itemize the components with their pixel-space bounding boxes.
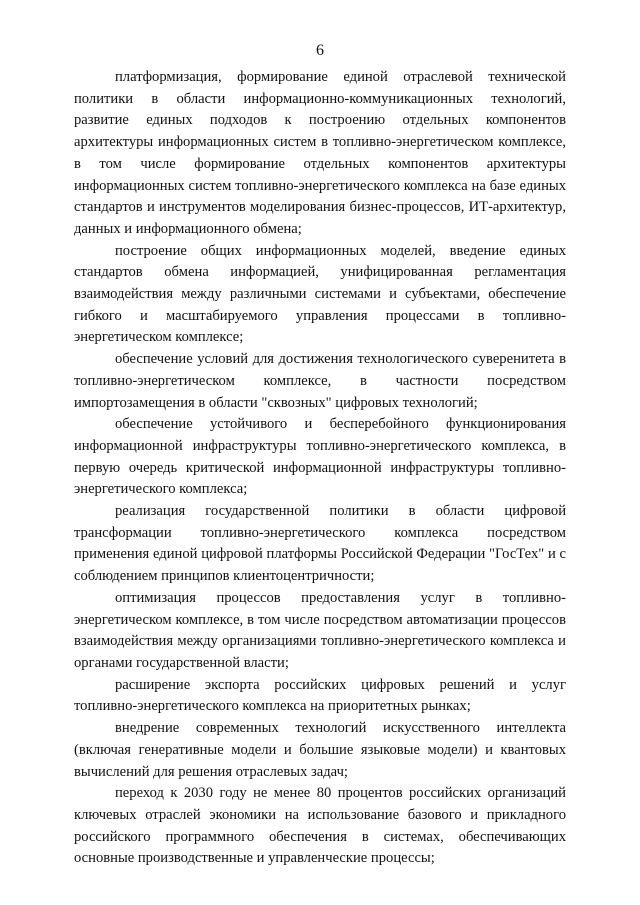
document-body	[74, 67, 566, 870]
list-item-ai-quantum: внедрение современных технологий искусственного интеллекта (включая генеративные модели и большие языковые модели) и квантовых вычислений для решения отраслевых задач;	[74, 720, 566, 780]
list-item-service-optimization: оптимизация процессов предоставления услуг в топливно-энергетическом комплексе, в том числе посредством автоматизации процессов взаимодействия между организациями топливно-энергетического комплекса и органами государственной власти;	[74, 589, 566, 671]
list-item-gostech-platform: реализация государственной политики в области цифровой трансформации топливно-энергетического комплекса посредством применения единой цифровой платформы Российской Федерации "ГосТех" и с соблюдением принципов клиентоцентричности;	[74, 503, 566, 585]
list-item-platformization: платформизация, формирование единой отраслевой технической политики в области информационно-коммуникационных технологий, развитие единых подходов к построению отдельных компонентов архитектуры информационных систем в топливно-энергетическом комплексе, в том числе формирование отдельных компонентов архитектуры информационных систем топливно-энергетического комплекса на базе единых стандартов и инструментов моделирования бизнес-процессов, ИТ-архитектур, данных и информационного обмена;	[74, 69, 566, 237]
list-item-export-expansion: расширение экспорта российских цифровых решений и услуг топливно-энергетического комплекса на приоритетных рынках;	[74, 676, 566, 715]
list-item-technological-sovereignty: обеспечение условий для достижения технологического суверенитета в топливно-энергетическом комплексе, в частности посредством импортозамещения в области "сквозных" цифровых технологий;	[74, 351, 566, 411]
list-item-information-models: построение общих информационных моделей, введение единых стандартов обмена информацией, унифицированная регламентация взаимодействия между различными системами и субъектами, обеспечение гибкого и масштабируемого управления процессами в топливно-энергетическом комплексе;	[74, 242, 566, 346]
page-number: 6	[316, 42, 324, 59]
list-item-infrastructure-stability: обеспечение устойчивого и бесперебойного функционирования информационной инфраструктуры топливно-энергетического комплекса, в первую очередь критической информационной инфраструктуры топливно-энергетического комплекса;	[74, 416, 566, 498]
list-item-russian-software-2030: переход к 2030 году не менее 80 процентов российских организаций ключевых отраслей экономики на использование базового и прикладного российского программного обеспечения в системах, обеспечивающих основные производственные и управленческие процессы;	[74, 785, 566, 867]
